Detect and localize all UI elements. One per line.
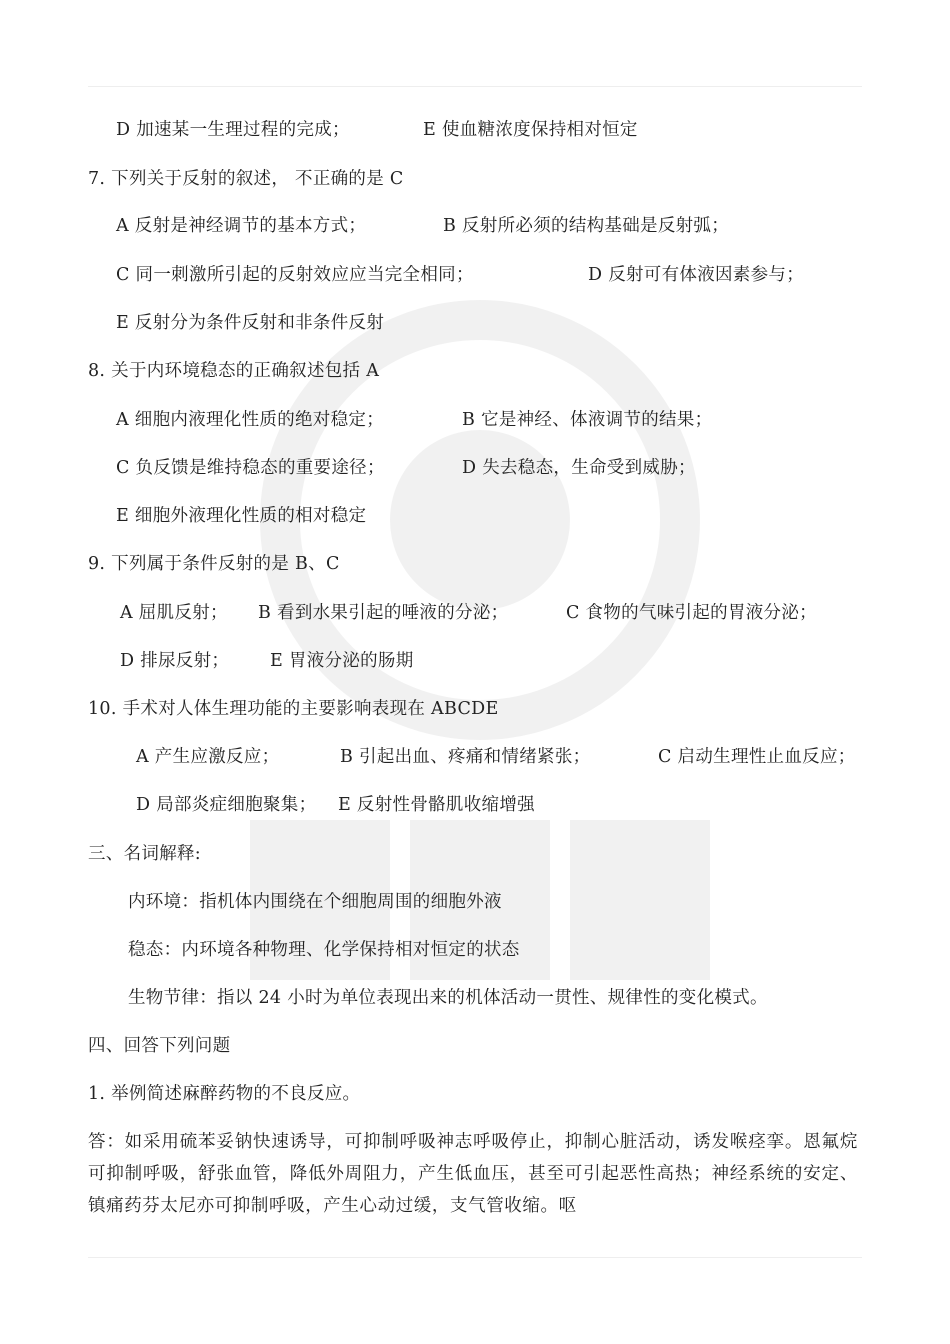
header-rule xyxy=(88,86,862,87)
q6-option-d: D 加速某一生理过程的完成； xyxy=(116,120,350,140)
q8-option-e: E 细胞外液理化性质的相对稳定 xyxy=(116,506,367,526)
q9-option-c: C 食物的气味引起的胃液分泌； xyxy=(566,603,817,623)
q7-option-c: C 同一刺激所引起的反射效应应当完全相同； xyxy=(116,265,474,285)
q10-option-c: C 启动生理性止血反应； xyxy=(658,747,856,767)
q7-stem: 7. 下列关于反射的叙述， 不正确的是 C xyxy=(88,169,404,189)
q9-option-b: B 看到水果引起的唾液的分泌； xyxy=(258,603,509,623)
q8-option-d: D 失去稳态，生命受到威胁； xyxy=(462,458,696,478)
q9-option-a: A 屈肌反射； xyxy=(120,603,228,623)
q8-option-c: C 负反馈是维持稳态的重要途径； xyxy=(116,458,385,478)
q6-option-e: E 使血糖浓度保持相对恒定 xyxy=(423,120,638,140)
q7-option-a: A 反射是神经调节的基本方式； xyxy=(116,216,367,236)
term-biorhythm: 生物节律：指以 24 小时为单位表现出来的机体活动一贯性、规律性的变化模式。 xyxy=(128,988,768,1008)
q9-option-d: D 排尿反射； xyxy=(120,651,230,671)
section4-heading: 四、回答下列问题 xyxy=(88,1036,231,1056)
q8-stem: 8. 关于内环境稳态的正确叙述包括 A xyxy=(88,361,380,381)
section3-heading: 三、名词解释: xyxy=(88,844,201,864)
q9-stem: 9. 下列属于条件反射的是 B、C xyxy=(88,554,340,574)
section4-answer-1: 答：如采用硫苯妥钠快速诱导，可抑制呼吸神志呼吸停止，抑制心脏活动，诱发喉痉挛。恩氟烷可抑制呼吸，舒张血管，降低外周阻力，产生低血压，甚至可引起恶性高热；神经系统的安定、镇痛药芬太尼亦可抑制呼吸，产生心动过缓，支气管收缩。呕 xyxy=(88,1132,858,1216)
term-homeostasis: 稳态：内环境各种物理、化学保持相对恒定的状态 xyxy=(128,940,520,960)
section4-question-1: 1. 举例简述麻醉药物的不良反应。 xyxy=(88,1084,361,1104)
q10-option-b: B 引起出血、疼痛和情绪紧张； xyxy=(340,747,591,767)
q7-option-d: D 反射可有体液因素参与； xyxy=(588,265,804,285)
q10-option-a: A 产生应激反应； xyxy=(136,747,280,767)
q8-option-a: A 细胞内液理化性质的绝对稳定； xyxy=(116,410,384,430)
q10-option-d: D 局部炎症细胞聚集； xyxy=(136,795,317,815)
q9-option-e: E 胃液分泌的肠期 xyxy=(270,651,414,671)
q8-option-b: B 它是神经、体液调节的结果； xyxy=(462,410,713,430)
footer-rule xyxy=(88,1257,862,1258)
term-internal-environment: 内环境：指机体内围绕在个细胞周围的细胞外液 xyxy=(128,892,502,912)
q10-stem: 10. 手术对人体生理功能的主要影响表现在 ABCDE xyxy=(88,699,499,719)
q7-option-e: E 反射分为条件反射和非条件反射 xyxy=(116,313,385,333)
q10-option-e: E 反射性骨骼肌收缩增强 xyxy=(338,795,535,815)
q7-option-b: B 反射所必须的结构基础是反射弧； xyxy=(443,216,730,236)
